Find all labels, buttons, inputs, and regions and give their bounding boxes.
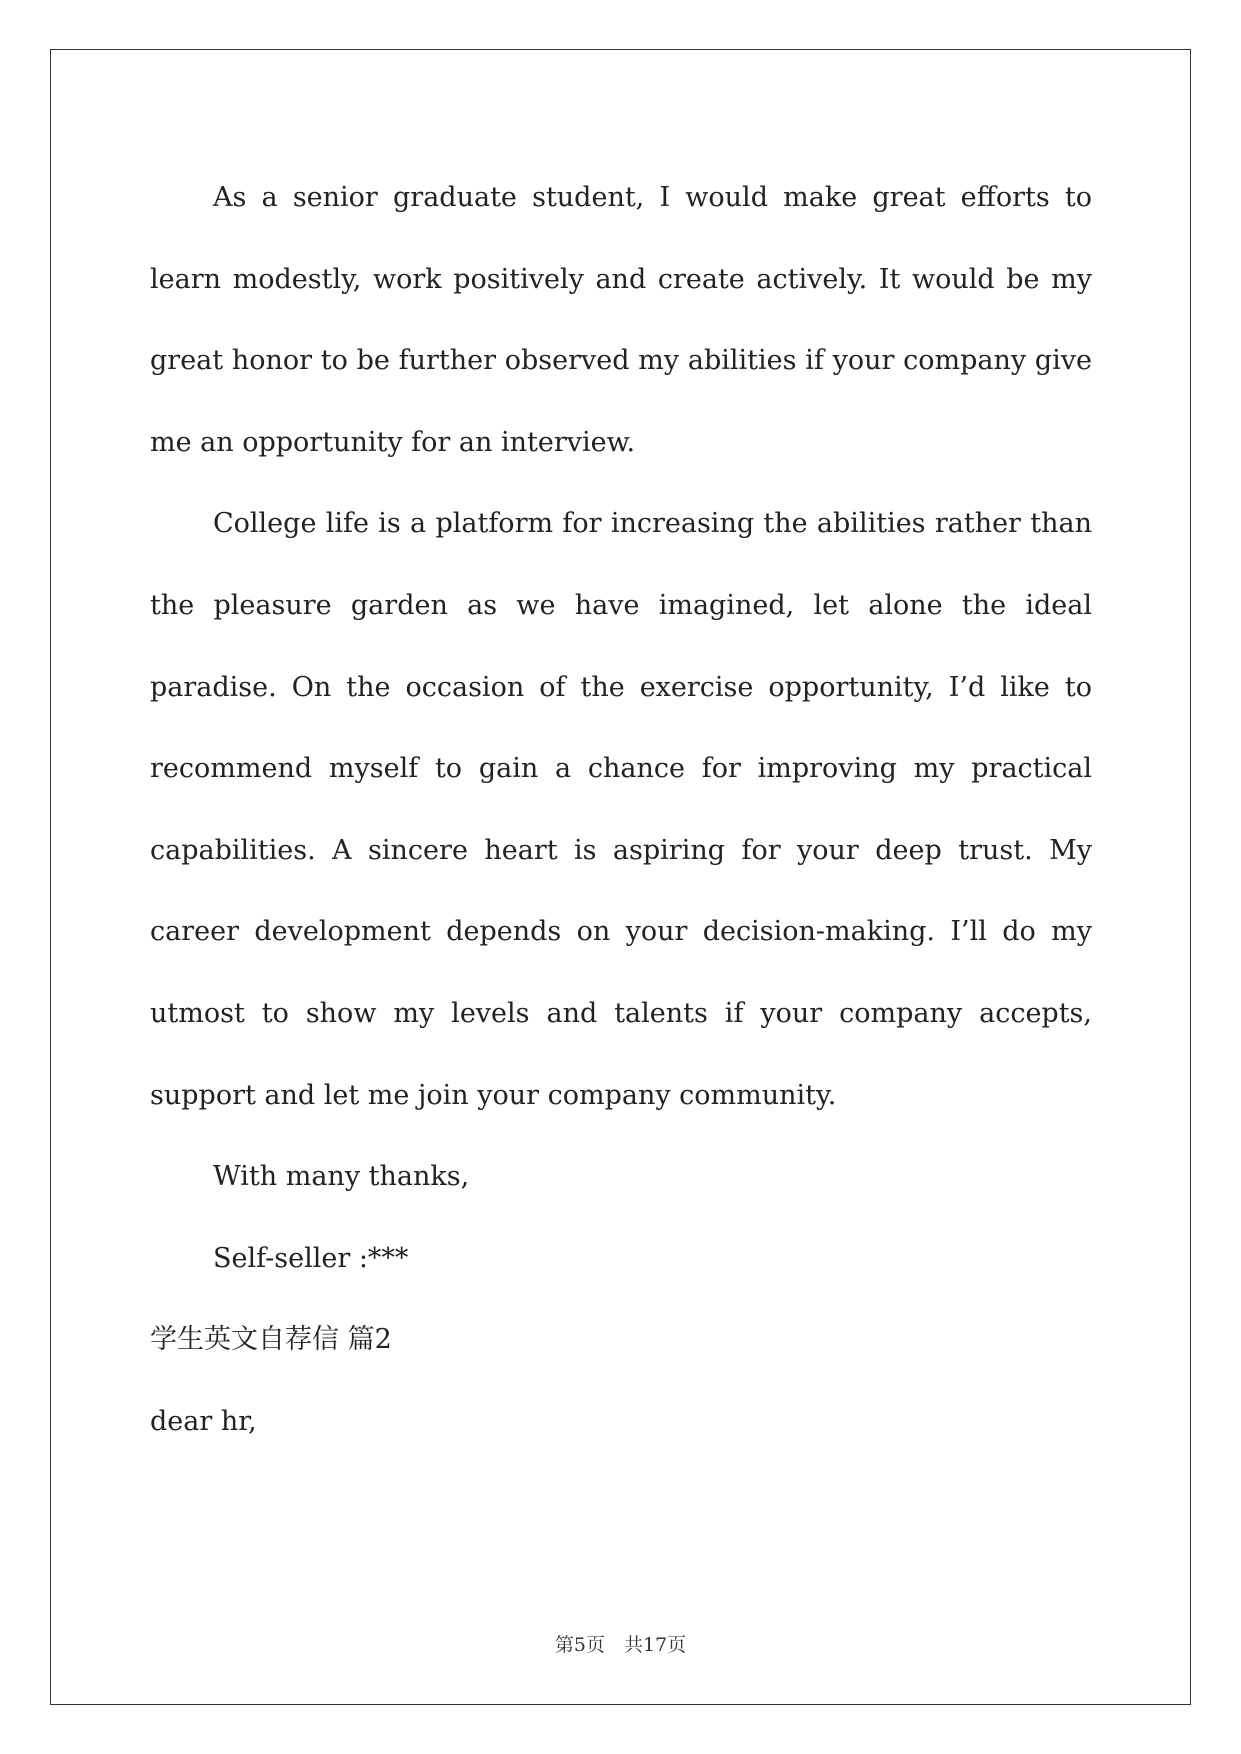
section-heading: 学生英文自荐信 篇2 [150, 1324, 392, 1356]
paragraph-2: College life is a platform for increasing the abilities rather than the pleasure garden as we have imagined, let alone the ideal paradise. On the occasion of the exercise opportunity, I’d like to recommend myself to gain a chance for improving my practical capabilities. A sincere heart is aspiring for your deep trust. My career development depends on your decision-making. I’ll do my utmost to show my levels and talents if your company accepts, support and let me join your company community. [150, 508, 1092, 1111]
page-number-footer: 第5页 共17页 [554, 1634, 687, 1656]
closing-line: With many thanks, [213, 1161, 470, 1193]
signature-line: Self-seller :*** [213, 1242, 409, 1274]
paragraph-1: As a senior graduate student, I would make great efforts to learn modestly, work positively and create actively. It would be my great honor to be further observed my abilities if your company give me an opportunity for an interview. [150, 182, 1092, 458]
document-body [150, 157, 1092, 1463]
salutation: dear hr, [150, 1405, 257, 1437]
